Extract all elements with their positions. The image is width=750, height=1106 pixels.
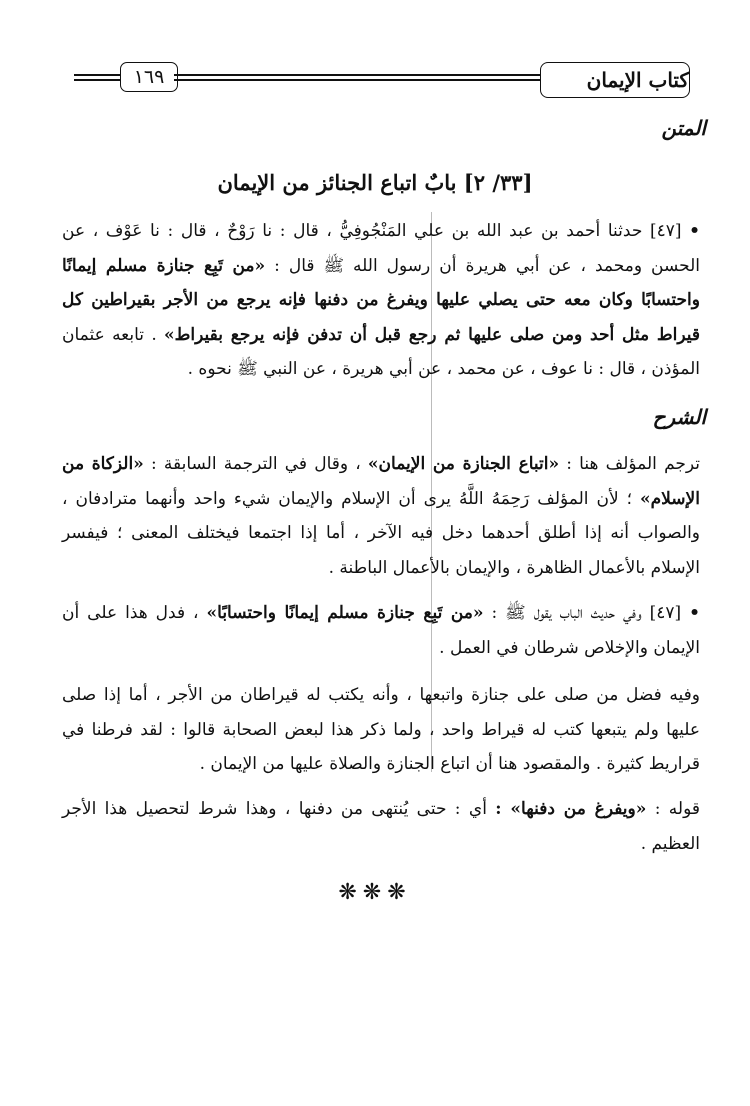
sharh-paragraph-1 (62, 447, 700, 585)
quoted-title: «الزكاة من الإسلام» (62, 454, 700, 509)
text: ؛ لأن المؤلف رَحِمَهُ اللَّهُ يرى أن الإسلام والإيمان شيء واحد وأنهما مترادفان ، والصواب أنه إذا أطلق أحدهما دخل فيه الآخر ، أما إذا اجتمعا فيختلف المعنى ؛ فيفسر الإسلام بالأعمال الظاهرة ، والإيمان بالأعمال الباطنة . (62, 488, 700, 578)
header-rule (174, 74, 540, 76)
header-rule (74, 74, 122, 76)
header-rule (74, 79, 122, 81)
follow-up-text: . تابعه عثمان المؤذن ، قال : نا عوف ، عن محمد ، عن أبي هريرة ، عن النبي ﷺ نحوه . (62, 324, 700, 379)
matn-paragraph (62, 214, 700, 387)
quoted-hadith: «من تَبِع جنازة مسلم إيمانًا واحتسابًا» (206, 603, 484, 623)
page-header (74, 62, 690, 102)
hadith-number: [٤٧] (649, 603, 682, 623)
sharh-paragraph-4 (62, 792, 700, 861)
text: أي : حتى يُنتهى من دفنها ، وهذا شرط لتحصيل هذا الأجر العظيم . (62, 799, 700, 854)
text: ، وقال في الترجمة السابقة : (150, 454, 361, 474)
matn-label: المتن (661, 116, 706, 140)
sharh-paragraph-3: وفيه فضل من صلى على جنازة واتبعها ، وأنه يكتب له قيراطان من الأجر ، أما إذا صلى عليها ولم يتبعها كتب له قيراط واحد ، ولما ذكر هذا لبعض الصحابة قالوا : لقد فرطنا في قراريط كثيرة . والمقصود هنا أن اتباع الجنازة والصلاة عليها من الإيمان . (62, 685, 700, 774)
hadith-number: [٤٧] (649, 221, 682, 241)
section-separator: ❋❋❋ (338, 880, 412, 905)
text: ترجم المؤلف هنا : (566, 454, 700, 474)
sharh-label: الشرح (652, 405, 706, 429)
chapter-heading: [٣٣/ ٢] بابٌ اتباع الجنائز من الإيمان (217, 170, 533, 195)
text: وفي حديث الباب يقول ﷺ : (491, 603, 642, 623)
isnad-text: حدثنا أحمد بن عبد الله بن علي المَنْجُوفِيُّ ، قال : نا رَوْحٌ ، قال : نا عَوْف ، عن الحسن ومحمد ، عن أبي هريرة أن رسول الله ﷺ قال : (62, 221, 701, 276)
quoted-phrase: «ويفرغ من دفنها» : (495, 799, 647, 819)
text: قوله : (654, 799, 701, 819)
quoted-title: «اتباع الجنازة من الإيمان» (367, 454, 560, 474)
bullet: • (689, 221, 701, 241)
book-title: كتاب الإيمان (540, 62, 690, 98)
sharh-paragraph-2 (62, 596, 700, 665)
hadith-text: «من تَبِع جنازة مسلم إيمانًا واحتسابًا وكان معه حتى يصلي عليها ويفرغ من دفنها فإنه يرجع من الأجر بقيراطين كل قيراط مثل أحد ومن صلى عليها ثم رجع قبل أن تدفن فإنه يرجع بقيراط» (62, 255, 701, 345)
text: ، فدل هذا على أن الإيمان والإخلاص شرطان في العمل . (62, 603, 700, 658)
bullet: • (689, 603, 701, 623)
header-rule (174, 79, 540, 81)
page-number: ١٦٩ (120, 62, 178, 92)
